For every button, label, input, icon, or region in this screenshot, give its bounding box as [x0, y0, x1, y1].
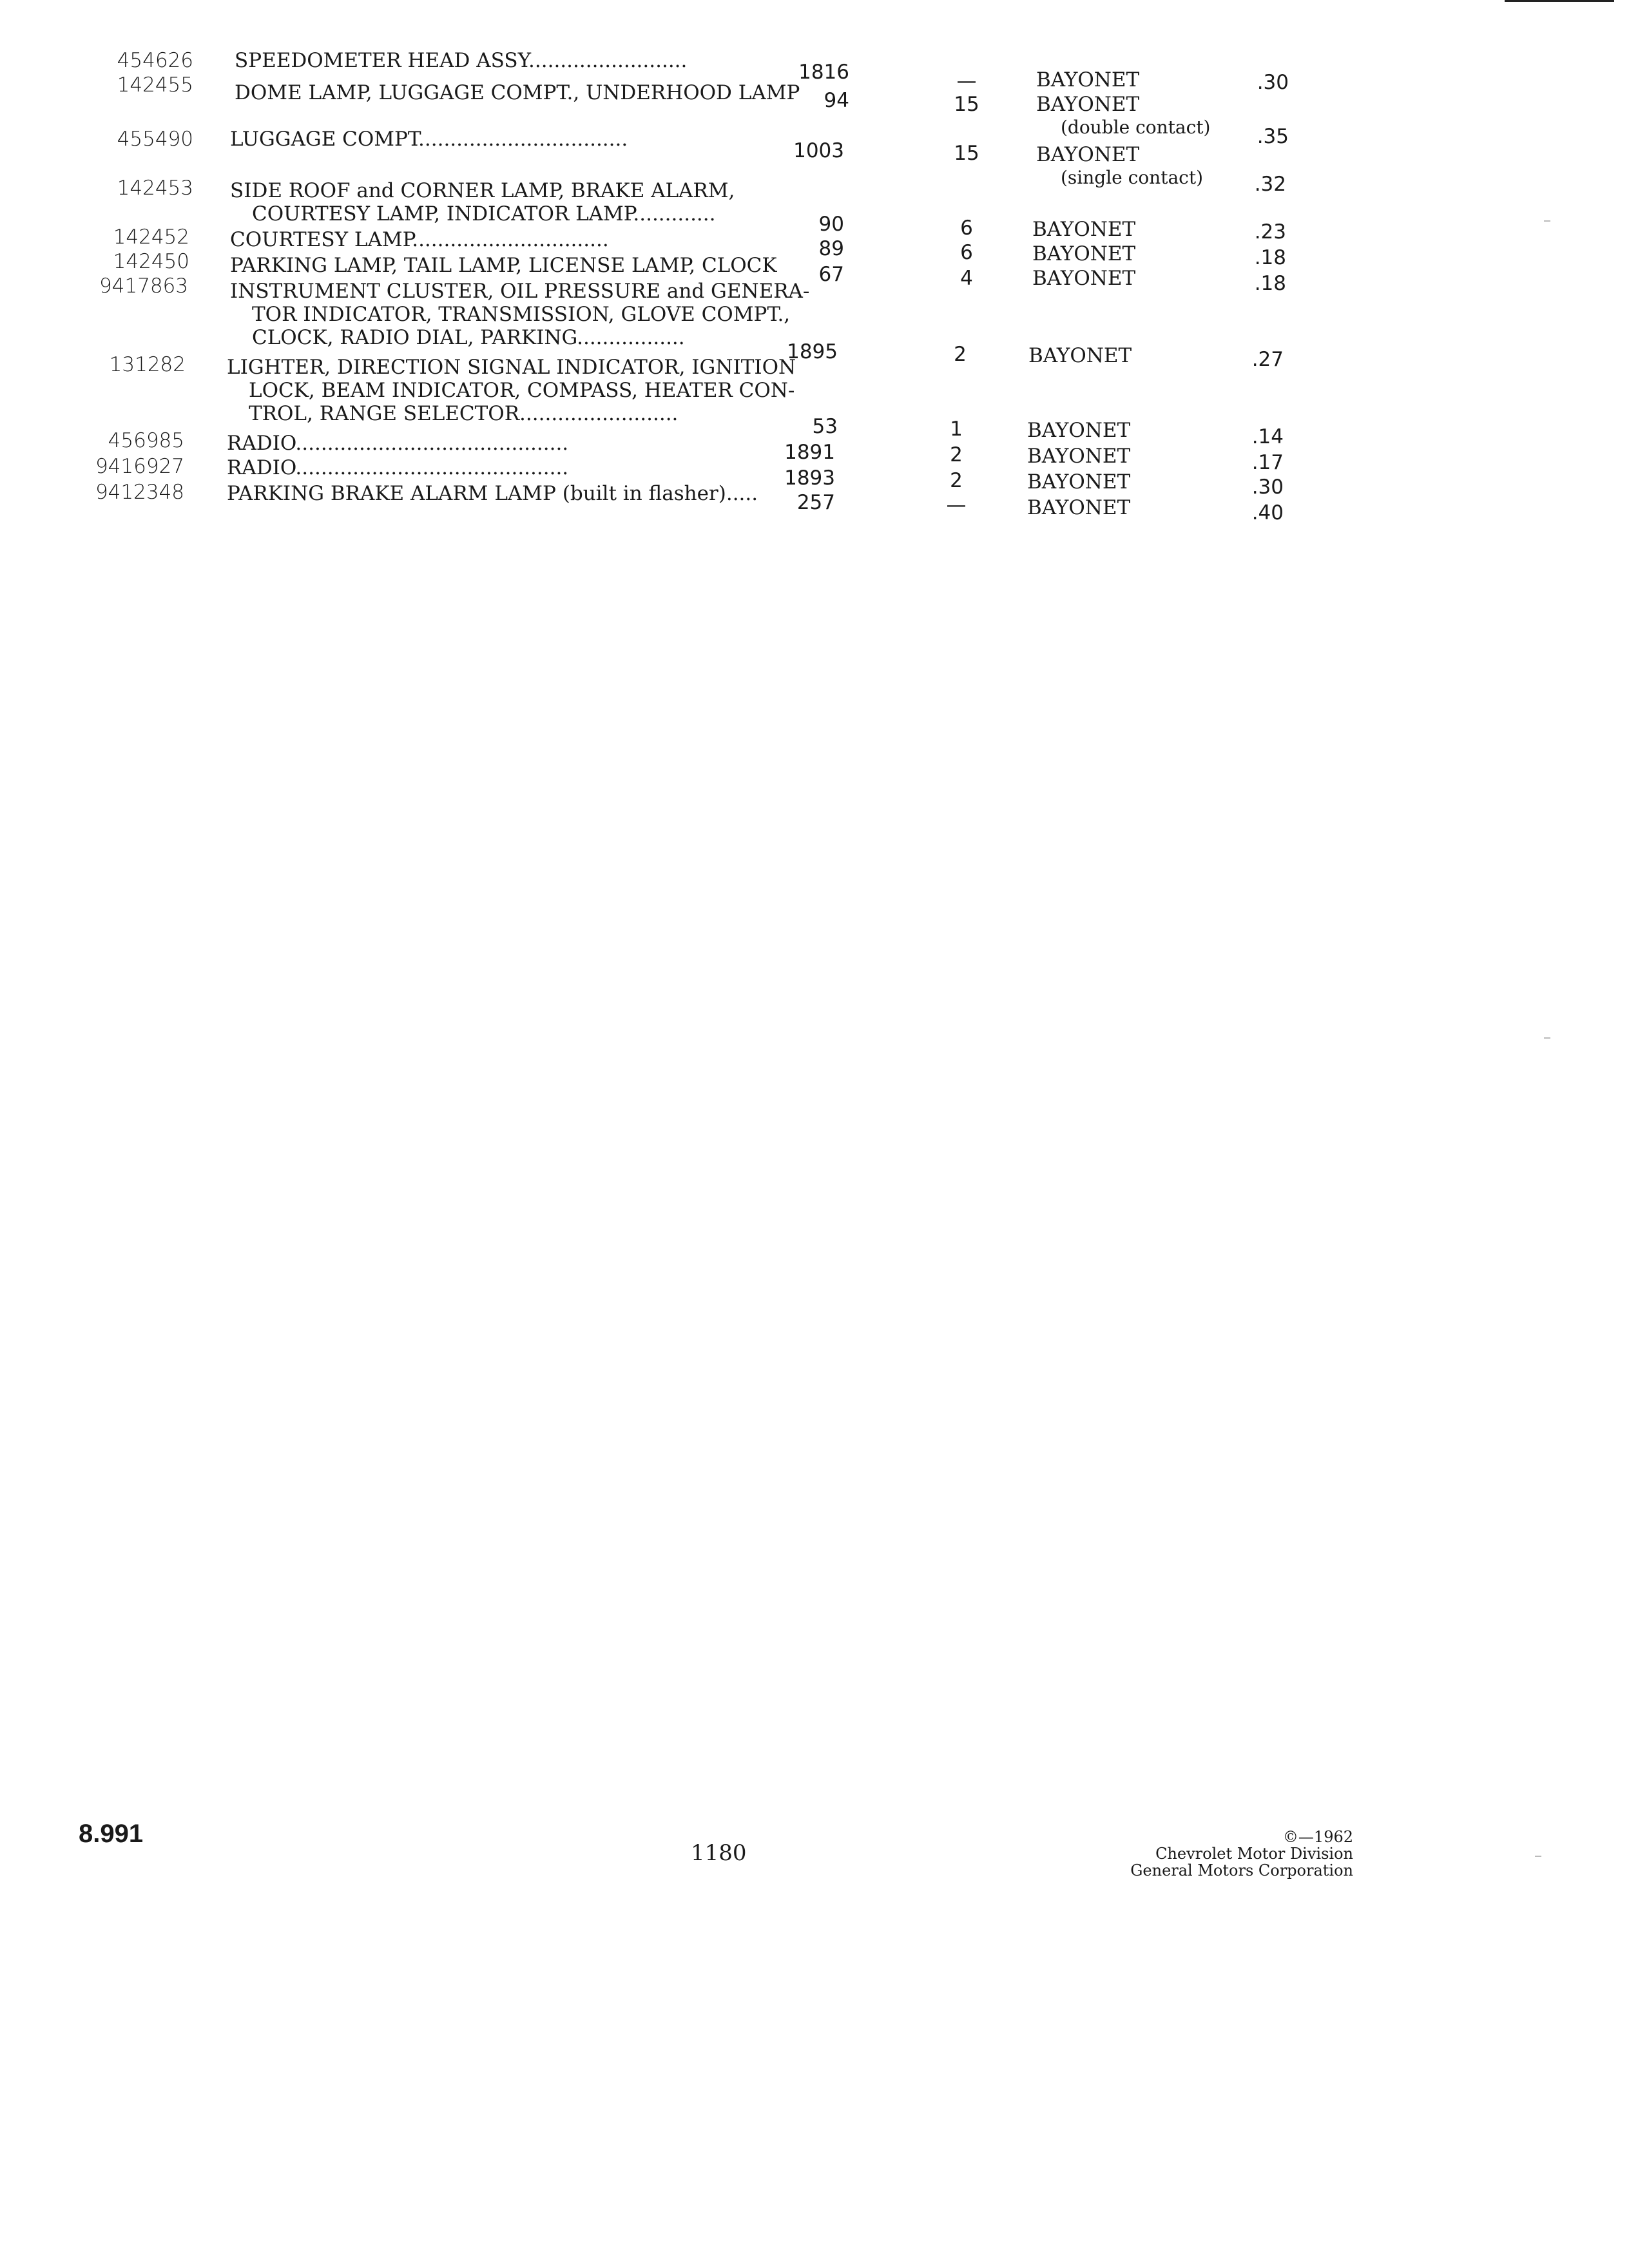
quantity: — — [956, 70, 977, 93]
quantity: 6 — [960, 241, 973, 264]
price: .23 — [1254, 220, 1286, 244]
part-number: 142450 — [113, 250, 189, 273]
candle-power: 1003 — [793, 139, 844, 162]
base-type: BAYONET — [1036, 68, 1140, 91]
quantity: 1 — [950, 418, 963, 441]
part-number: 9417863 — [99, 274, 188, 298]
part-number: 142452 — [113, 226, 189, 249]
part-number: 142455 — [117, 73, 193, 97]
base-type: BAYONET (double contact) — [1036, 93, 1211, 138]
description: PARKING BRAKE ALARM LAMP (built in flasher)..... — [227, 482, 758, 505]
base-type: BAYONET — [1027, 470, 1131, 494]
base-note: (single contact) — [1061, 167, 1204, 188]
copyright-year: ©—1962 — [1282, 1828, 1353, 1846]
description: PARKING LAMP, TAIL LAMP, LICENSE LAMP, CLOCK — [230, 254, 777, 277]
base-type: BAYONET — [1032, 242, 1136, 265]
description: INSTRUMENT CLUSTER, OIL PRESSURE and GENERA- TOR INDICATOR, TRANSMISSION, GLOVE COMPT., CLOCK, RADIO DIAL, PARKING................. — [230, 280, 810, 349]
scan-speck — [1544, 1037, 1550, 1039]
quantity: 4 — [960, 267, 973, 290]
quantity: 15 — [954, 142, 979, 165]
quantity: 15 — [954, 93, 979, 116]
part-number: 142453 — [117, 177, 193, 200]
quantity: 6 — [960, 216, 973, 240]
part-number: 454626 — [117, 49, 193, 72]
part-number: 455490 — [117, 128, 193, 151]
candle-power: 1895 — [787, 340, 838, 363]
page-number: 1180 — [691, 1840, 747, 1866]
part-number: 9416927 — [95, 455, 184, 478]
candle-power: 53 — [812, 415, 838, 438]
description: COURTESY LAMP............................... — [230, 228, 609, 251]
part-number: 456985 — [108, 429, 184, 452]
candle-power: 67 — [818, 263, 844, 286]
description: LUGGAGE COMPT................................. — [230, 128, 628, 151]
candle-power: 94 — [824, 89, 849, 112]
price: .35 — [1257, 125, 1289, 148]
candle-power: 90 — [818, 213, 844, 236]
price: .14 — [1251, 425, 1284, 448]
price: .18 — [1254, 272, 1286, 295]
candle-power: 1816 — [798, 61, 849, 84]
candle-power: 89 — [818, 237, 844, 260]
price: .30 — [1257, 71, 1289, 94]
base-note: (double contact) — [1061, 117, 1211, 138]
base-type: BAYONET — [1032, 218, 1136, 241]
description: DOME LAMP, LUGGAGE COMPT., UNDERHOOD LAMP — [235, 81, 800, 104]
price: .40 — [1251, 501, 1284, 524]
quantity: — — [946, 494, 967, 517]
price: .17 — [1251, 451, 1284, 474]
candle-power: 1891 — [784, 441, 835, 464]
price: .30 — [1251, 476, 1284, 499]
top-rule — [1505, 0, 1614, 2]
base-type: BAYONET — [1027, 419, 1131, 442]
price: .32 — [1254, 173, 1286, 196]
quantity: 2 — [950, 469, 963, 492]
description: LIGHTER, DIRECTION SIGNAL INDICATOR, IGNITION LOCK, BEAM INDICATOR, COMPASS, HEATER CON- TROL, RANGE SELECTOR......................... — [227, 356, 796, 425]
base-type: BAYONET — [1032, 267, 1136, 290]
copyright-block — [1070, 1829, 1353, 1879]
description: SPEEDOMETER HEAD ASSY......................... — [235, 49, 688, 72]
description: RADIO........................................... — [227, 432, 569, 455]
section-code: 8.991 — [79, 1820, 144, 1848]
scan-speck — [1535, 1856, 1541, 1857]
price: .27 — [1251, 348, 1284, 371]
description: RADIO........................................... — [227, 456, 569, 479]
quantity: 2 — [950, 443, 963, 466]
base-type: BAYONET — [1027, 445, 1131, 468]
candle-power: 1893 — [784, 466, 835, 490]
corporation-name: General Motors Corporation — [1130, 1861, 1353, 1879]
candle-power: 257 — [796, 491, 835, 514]
quantity: 2 — [954, 343, 967, 366]
base-type: BAYONET — [1027, 496, 1131, 519]
part-number: 9412348 — [95, 481, 184, 504]
division-name: Chevrolet Motor Division — [1155, 1845, 1353, 1863]
price: .18 — [1254, 246, 1286, 269]
base-type: BAYONET (single contact) — [1036, 143, 1204, 188]
base-type: BAYONET — [1028, 344, 1132, 367]
part-number: 131282 — [109, 353, 186, 376]
scan-speck — [1544, 220, 1550, 222]
description: SIDE ROOF and CORNER LAMP, BRAKE ALARM, COURTESY LAMP, INDICATOR LAMP............. — [230, 179, 735, 226]
